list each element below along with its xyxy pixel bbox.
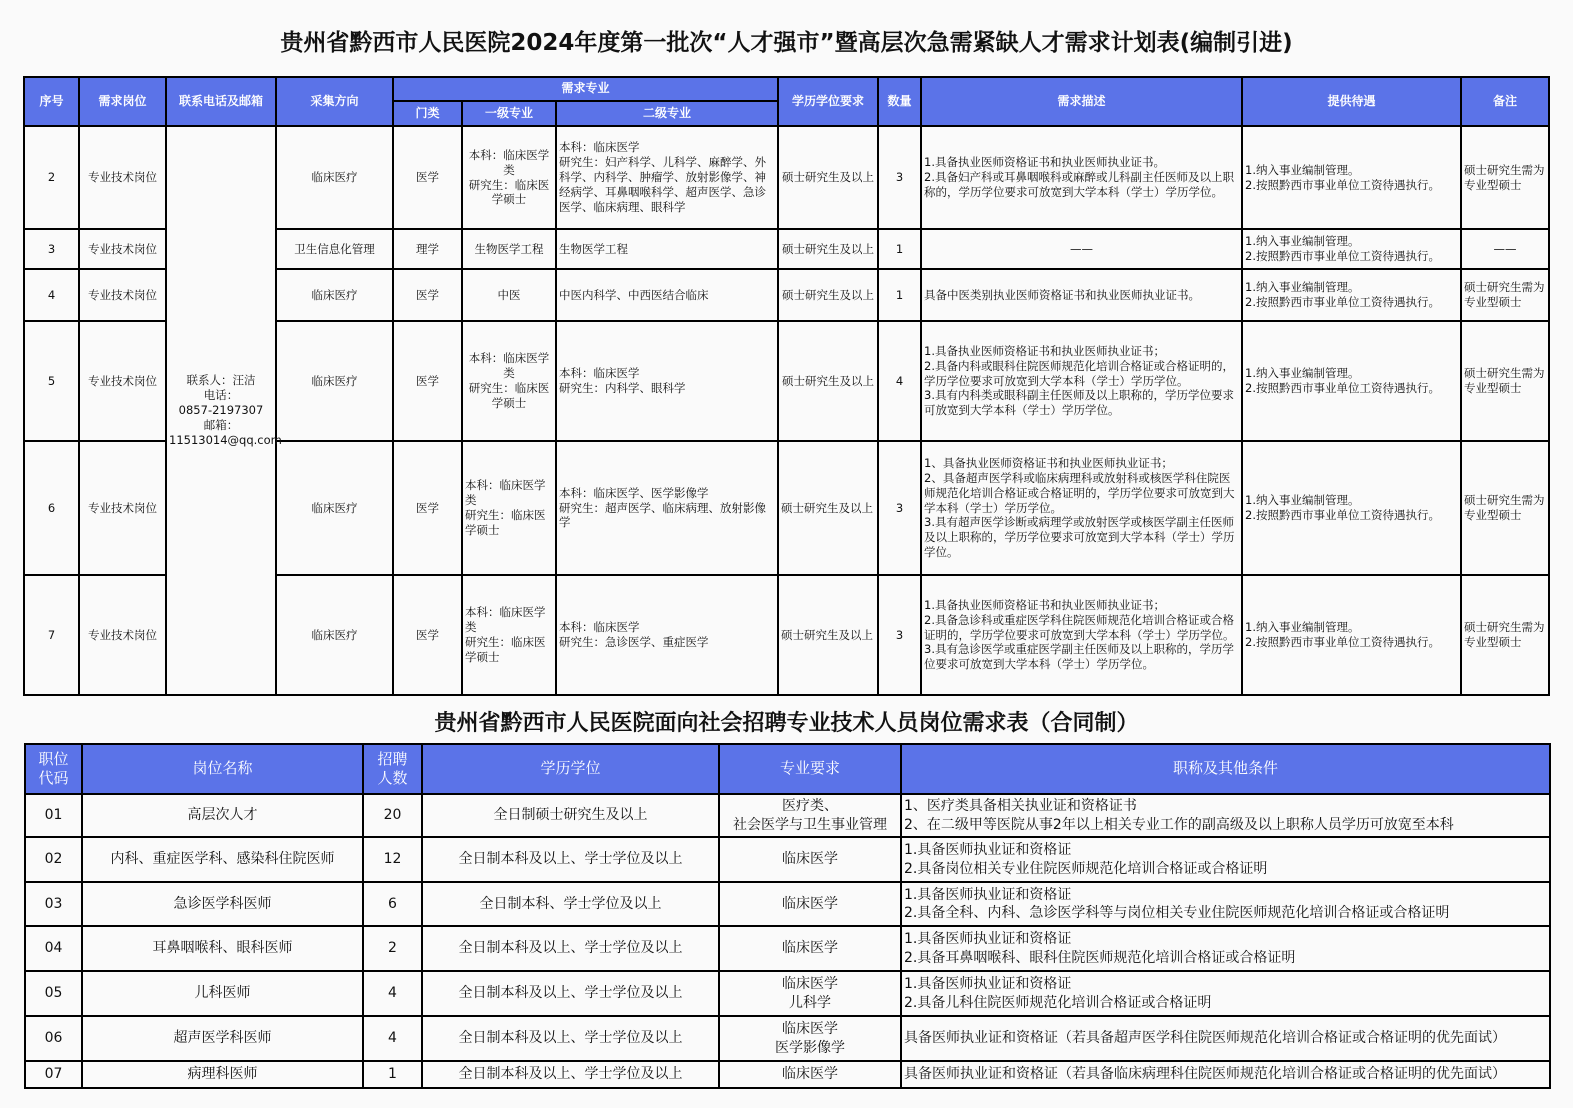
row-number: 2 <box>24 126 79 229</box>
header-note: 备注 <box>1461 77 1549 126</box>
level2-major-cell: 本科：临床医学 研究生：妇产科学、儿科学、麻醉学、外科学、内科学、肿瘤学、放射影像学、神经病学、耳鼻咽喉科学、超声医学、急诊医学、临床病理、眼科学 <box>556 126 778 229</box>
description-cell: —— <box>921 229 1242 269</box>
count-cell: 1 <box>878 229 921 269</box>
table-row <box>24 126 1549 229</box>
note-cell: 硕士研究生需为专业型硕士 <box>1461 441 1549 575</box>
post-name-cell: 耳鼻咽喉科、眼科医师 <box>82 926 363 971</box>
level2-major-cell: 本科：临床医学 研究生：内科学、眼科学 <box>556 321 778 441</box>
table-row <box>25 971 1550 1016</box>
benefit-cell: 1.纳入事业编制管理。 2.按照黔西市事业单位工资待遇执行。 <box>1242 269 1461 321</box>
description-cell: 1、具备执业医师资格证书和执业医师执业证书； 2、具备超声医学科或临床病理科或放射科或核医学科住院医师规范化培训合格证或合格证明的，学历学位要求可放宽到大学本科（学士）学历学位。 3.具有超声医学诊断或病理学或放射医学或核医学副主任医师及以上职称的，学历学位要求可放宽到大学本科（学士）学历学位。 <box>921 441 1242 575</box>
note-cell: 硕士研究生需为专业型硕士 <box>1461 575 1549 695</box>
table-row <box>25 882 1550 926</box>
post-name-cell: 超声医学科医师 <box>82 1016 363 1061</box>
degree-cell: 全日制本科及以上、学士学位及以上 <box>422 837 719 882</box>
description-cell: 1.具备执业医师资格证书和执业医师执业证书。 2.具备妇产科或耳鼻咽喉科或麻醉或儿科副主任医师及以上职称的，学历学位要求可放宽到大学本科（学士）学历学位。 <box>921 126 1242 229</box>
level2-major-cell: 生物医学工程 <box>556 229 778 269</box>
level1-major-cell: 本科：临床医学类 研究生：临床医学硕士 <box>462 441 556 575</box>
header-conditions: 职称及其他条件 <box>901 744 1550 794</box>
header-level1: 一级专业 <box>462 101 556 126</box>
conditions-cell: 具备医师执业证和资格证（若具备临床病理科住院医师规范化培训合格证或合格证明的优先面试） <box>901 1061 1550 1088</box>
degree-cell: 全日制本科及以上、学士学位及以上 <box>422 1016 719 1061</box>
row-number: 5 <box>24 321 79 441</box>
conditions-cell: 1.具备医师执业证和资格证 2.具备儿科住院医师规范化培训合格证或合格证明 <box>901 971 1550 1016</box>
category-cell: 医学 <box>393 126 462 229</box>
count-cell: 3 <box>878 126 921 229</box>
count-cell: 4 <box>363 971 422 1016</box>
table-row <box>25 926 1550 971</box>
category-cell: 医学 <box>393 269 462 321</box>
count-cell: 3 <box>878 575 921 695</box>
degree-cell: 全日制本科及以上、学士学位及以上 <box>422 971 719 1016</box>
level1-major-cell: 本科：临床医学类 研究生：临床医学硕士 <box>462 575 556 695</box>
level1-major-cell: 本科：临床医学类 研究生：临床医学硕士 <box>462 126 556 229</box>
count-cell: 12 <box>363 837 422 882</box>
degree-cell: 硕士研究生及以上 <box>778 126 878 229</box>
description-cell: 1.具备执业医师资格证书和执业医师执业证书； 2.具备内科或眼科住院医师规范化培训合格证或合格证明的，学历学位要求可放宽到大学本科（学士）学历学位。 3.具有内科类或眼科副主任医师及以上职称的，学历学位要求可放宽到大学本科（学士）学历学位。 <box>921 321 1242 441</box>
note-cell: 硕士研究生需为专业型硕士 <box>1461 321 1549 441</box>
code-cell: 07 <box>25 1061 82 1088</box>
direction-cell: 临床医疗 <box>276 441 393 575</box>
benefit-cell: 1.纳入事业编制管理。 2.按照黔西市事业单位工资待遇执行。 <box>1242 575 1461 695</box>
note-cell: 硕士研究生需为专业型硕士 <box>1461 126 1549 229</box>
header-degree: 学历学位 <box>422 744 719 794</box>
description-cell: 1.具备执业医师资格证书和执业医师执业证书； 2.具备急诊科或重症医学科住院医师规范化培训合格证或合格证明的，学历学位要求可放宽到大学本科（学士）学历学位。 3.具有急诊医学或重症医学副主任医师及以上职称的，学历学位要求可放宽到大学本科（学士）学历学位。 <box>921 575 1242 695</box>
major-cell: 临床医学 医学影像学 <box>719 1016 901 1061</box>
post-cell: 专业技术岗位 <box>79 575 166 695</box>
benefit-cell: 1.纳入事业编制管理。 2.按照黔西市事业单位工资待遇执行。 <box>1242 321 1461 441</box>
conditions-cell: 具备医师执业证和资格证（若具备超声医学科住院医师规范化培训合格证或合格证明的优先面试） <box>901 1016 1550 1061</box>
talent-plan-table <box>23 76 1550 696</box>
category-cell: 医学 <box>393 575 462 695</box>
major-cell: 医疗类、 社会医学与卫生事业管理 <box>719 794 901 837</box>
category-cell: 医学 <box>393 441 462 575</box>
degree-cell: 硕士研究生及以上 <box>778 441 878 575</box>
conditions-cell: 1.具备医师执业证和资格证 2.具备全科、内科、急诊医学科等与岗位相关专业住院医师规范化培训合格证或合格证明 <box>901 882 1550 926</box>
code-cell: 05 <box>25 971 82 1016</box>
level2-major-cell: 中医内科学、中西医结合临床 <box>556 269 778 321</box>
benefit-cell: 1.纳入事业编制管理。 2.按照黔西市事业单位工资待遇执行。 <box>1242 441 1461 575</box>
direction-cell: 卫生信息化管理 <box>276 229 393 269</box>
post-cell: 专业技术岗位 <box>79 269 166 321</box>
header-benefit: 提供待遇 <box>1242 77 1461 126</box>
header-no: 序号 <box>24 77 79 126</box>
conditions-cell: 1、医疗类具备相关执业证和资格证书 2、在二级甲等医院从事2年以上相关专业工作的副高级及以上职称人员学历可放宽至本科 <box>901 794 1550 837</box>
degree-cell: 硕士研究生及以上 <box>778 575 878 695</box>
major-cell: 临床医学 <box>719 926 901 971</box>
post-cell: 专业技术岗位 <box>79 441 166 575</box>
major-cell: 临床医学 <box>719 837 901 882</box>
code-cell: 03 <box>25 882 82 926</box>
header-major: 专业要求 <box>719 744 901 794</box>
header-desc: 需求描述 <box>921 77 1242 126</box>
level2-major-cell: 本科：临床医学 研究生：急诊医学、重症医学 <box>556 575 778 695</box>
table-row <box>25 1016 1550 1061</box>
code-cell: 06 <box>25 1016 82 1061</box>
major-cell: 临床医学 儿科学 <box>719 971 901 1016</box>
category-cell: 理学 <box>393 229 462 269</box>
header-level2: 二级专业 <box>556 101 778 126</box>
count-cell: 4 <box>363 1016 422 1061</box>
degree-cell: 全日制本科及以上、学士学位及以上 <box>422 1061 719 1088</box>
degree-cell: 全日制本科、学士学位及以上 <box>422 882 719 926</box>
level1-major-cell: 生物医学工程 <box>462 229 556 269</box>
row-number: 6 <box>24 441 79 575</box>
post-name-cell: 高层次人才 <box>82 794 363 837</box>
header-direction: 采集方向 <box>276 77 393 126</box>
table2-title: 贵州省黔西市人民医院面向社会招聘专业技术人员岗位需求表（合同制） <box>434 711 1139 736</box>
post-cell: 专业技术岗位 <box>79 126 166 229</box>
header-category: 门类 <box>393 101 462 126</box>
table-row <box>25 794 1550 837</box>
row-number: 3 <box>24 229 79 269</box>
code-cell: 04 <box>25 926 82 971</box>
header-code: 职位 代码 <box>25 744 82 794</box>
direction-cell: 临床医疗 <box>276 575 393 695</box>
benefit-cell: 1.纳入事业编制管理。 2.按照黔西市事业单位工资待遇执行。 <box>1242 126 1461 229</box>
count-cell: 6 <box>363 882 422 926</box>
post-cell: 专业技术岗位 <box>79 321 166 441</box>
count-cell: 20 <box>363 794 422 837</box>
degree-cell: 全日制本科及以上、学士学位及以上 <box>422 926 719 971</box>
header-name: 岗位名称 <box>82 744 363 794</box>
direction-cell: 临床医疗 <box>276 321 393 441</box>
post-name-cell: 病理科医师 <box>82 1061 363 1088</box>
description-cell: 具备中医类别执业医师资格证书和执业医师执业证书。 <box>921 269 1242 321</box>
conditions-cell: 1.具备医师执业证和资格证 2.具备耳鼻咽喉科、眼科住院医师规范化培训合格证或合格证明 <box>901 926 1550 971</box>
contact-cell: 联系人：汪洁 电话： 0857-2197307 邮箱： 11513014@qq.com <box>166 126 276 695</box>
category-cell: 医学 <box>393 321 462 441</box>
contract-recruit-table <box>24 743 1551 1089</box>
conditions-cell: 1.具备医师执业证和资格证 2.具备岗位相关专业住院医师规范化培训合格证或合格证明 <box>901 837 1550 882</box>
note-cell: 硕士研究生需为专业型硕士 <box>1461 269 1549 321</box>
post-name-cell: 急诊医学科医师 <box>82 882 363 926</box>
post-cell: 专业技术岗位 <box>79 229 166 269</box>
header-degree: 学历学位要求 <box>778 77 878 126</box>
header-count: 数量 <box>878 77 921 126</box>
degree-cell: 硕士研究生及以上 <box>778 269 878 321</box>
level1-major-cell: 中医 <box>462 269 556 321</box>
level1-major-cell: 本科：临床医学类 研究生：临床医学硕士 <box>462 321 556 441</box>
count-cell: 2 <box>363 926 422 971</box>
direction-cell: 临床医疗 <box>276 269 393 321</box>
table-row <box>25 837 1550 882</box>
row-number: 4 <box>24 269 79 321</box>
count-cell: 1 <box>363 1061 422 1088</box>
header-count: 招聘 人数 <box>363 744 422 794</box>
table1-title: 贵州省黔西市人民医院2024年度第一批次“人才强市”暨高层次急需紧缺人才需求计划表(编制引进) <box>280 30 1293 56</box>
major-cell: 临床医学 <box>719 1061 901 1088</box>
degree-cell: 硕士研究生及以上 <box>778 321 878 441</box>
major-cell: 临床医学 <box>719 882 901 926</box>
table-row <box>25 1061 1550 1088</box>
level2-major-cell: 本科：临床医学、医学影像学 研究生：超声医学、临床病理、放射影像学 <box>556 441 778 575</box>
code-cell: 01 <box>25 794 82 837</box>
post-name-cell: 儿科医师 <box>82 971 363 1016</box>
degree-cell: 硕士研究生及以上 <box>778 229 878 269</box>
degree-cell: 全日制硕士研究生及以上 <box>422 794 719 837</box>
direction-cell: 临床医疗 <box>276 126 393 229</box>
header-post: 需求岗位 <box>79 77 166 126</box>
benefit-cell: 1.纳入事业编制管理。 2.按照黔西市事业单位工资待遇执行。 <box>1242 229 1461 269</box>
note-cell: —— <box>1461 229 1549 269</box>
count-cell: 4 <box>878 321 921 441</box>
header-contact: 联系电话及邮箱 <box>166 77 276 126</box>
count-cell: 1 <box>878 269 921 321</box>
header-major: 需求专业 <box>393 77 778 101</box>
count-cell: 3 <box>878 441 921 575</box>
code-cell: 02 <box>25 837 82 882</box>
post-name-cell: 内科、重症医学科、感染科住院医师 <box>82 837 363 882</box>
row-number: 7 <box>24 575 79 695</box>
